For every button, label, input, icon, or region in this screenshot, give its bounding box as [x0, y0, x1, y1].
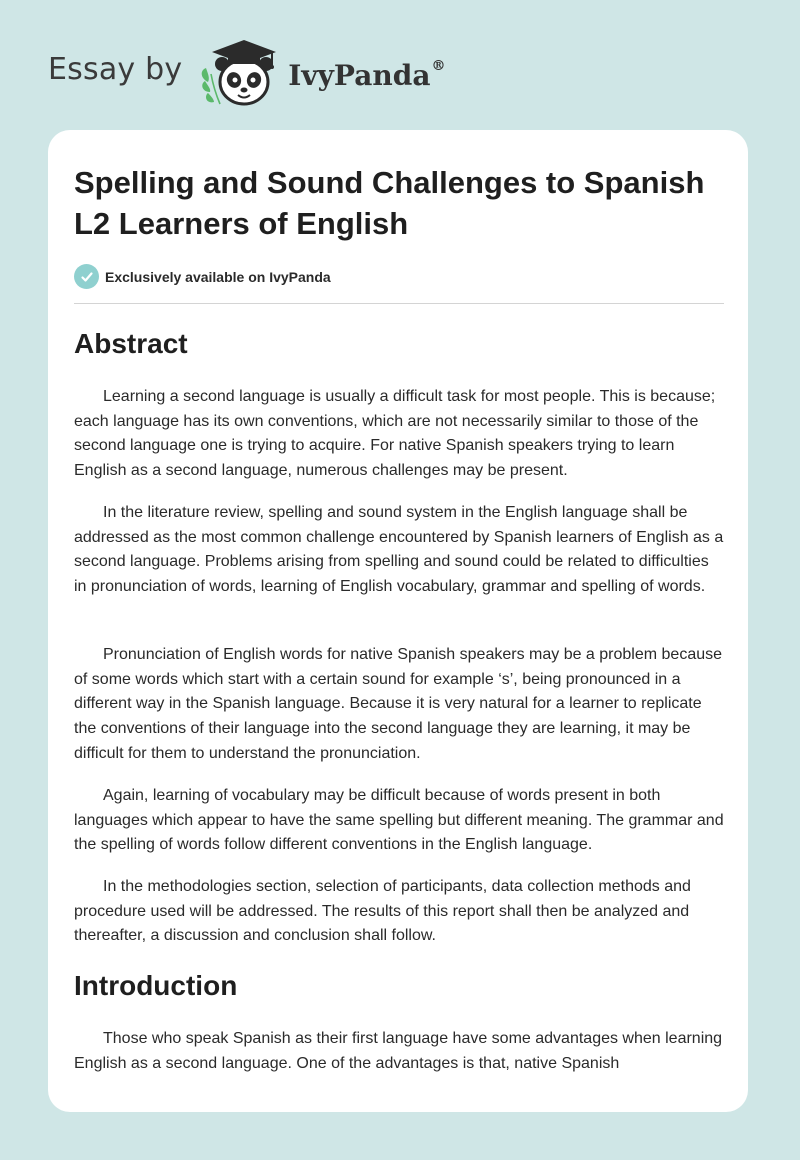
section-heading-introduction: Introduction	[74, 970, 238, 1001]
abstract-paragraph-2: In the literature review, spelling and sound system in the English language shall be addressed as the most common challenge encountered by Spanish learners of English as a second language. Problems arising from spelling and sound could be related to difficulties in pronunciation of words, learning of English vocabulary, grammar and spelling of words.	[74, 504, 724, 596]
registered-mark: ®	[431, 58, 446, 75]
essay-title: Spelling and Sound Challenges to Spanish L2 Learners of English	[74, 165, 705, 241]
divider	[74, 303, 724, 304]
introduction-paragraph-1: Those who speak Spanish as their first language have some advantages when learning English as a second language. One of the advantages is that, native Spanish	[74, 1030, 723, 1072]
abstract-paragraph-4: Again, learning of vocabulary may be difficult because of words present in both languages which appear to have the same spelling but different meaning. The grammar and the spelling of words follow different conventions in the English language.	[74, 787, 724, 854]
section-heading-abstract: Abstract	[74, 328, 188, 359]
brand-name	[288, 59, 445, 92]
essay-card	[48, 130, 748, 1112]
exclusive-badge	[74, 264, 331, 289]
checkmark-icon	[80, 270, 94, 284]
check-circle-icon	[74, 264, 99, 289]
abstract-paragraph-5: In the methodologies section, selection of participants, data collection methods and procedure used will be addressed. The results of this report shall then be analyzed and thereafter, a discussion and conclusion shall follow.	[74, 878, 691, 945]
brand-name-text: IvyPanda	[288, 58, 431, 92]
brand-prefix: Essay by	[48, 51, 183, 87]
abstract-paragraph-3: Pronunciation of English words for native Spanish speakers may be a problem because of some words which start with a certain sound for example ‘s’, being pronounced in a different way in the Spanish language. Because it is very natural for a learner to replicate the conventions of their language into the second language they are learning, it may be difficult for them to understand the pronunciation.	[74, 646, 723, 762]
site-header	[48, 34, 445, 110]
exclusive-badge-label: Exclusively available on IvyPanda	[105, 268, 331, 285]
abstract-paragraph-1: Learning a second language is usually a difficult task for most people. This is because; each language has its own conventions, which are not necessarily similar to those of the second language one is trying to acquire. For native Spanish speakers trying to learn English as a second language, numerous challenges may be present.	[74, 388, 716, 480]
panda-graduation-cap-logo-icon	[196, 34, 286, 110]
